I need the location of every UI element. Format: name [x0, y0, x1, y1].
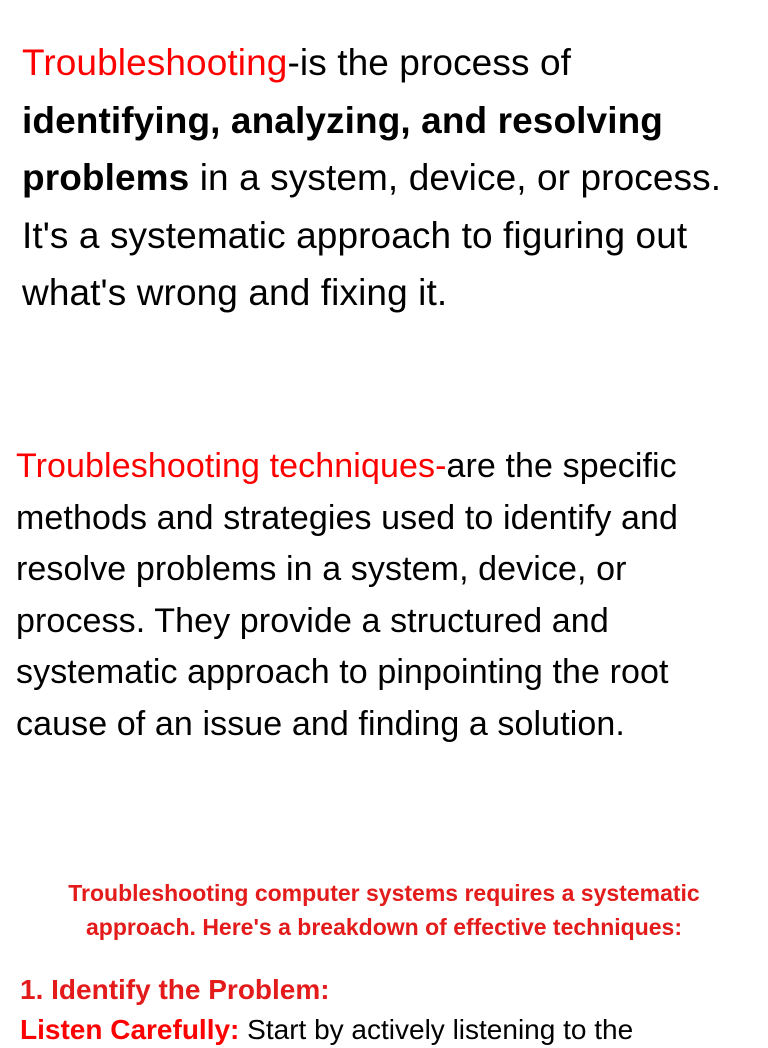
step-1-sub-item — [20, 1012, 768, 1048]
step-1-heading: 1. Identify the Problem: — [20, 974, 330, 1005]
definition-paragraph — [22, 34, 752, 322]
step-1-sub-text: Start by actively listening to the — [239, 1014, 634, 1045]
step-1-sub-label: Listen Carefully: — [20, 1014, 240, 1045]
definition-text-a: -is the process of — [287, 42, 571, 83]
techniques-text: are the specific methods and strategies used to identify and resolve problems in a system, device, or process. They provide a structured and systematic approach to pinpointing the root cause of an issue and finding a solution. — [16, 447, 679, 743]
intro-line-1: Troubleshooting computer systems requires a systematic — [68, 880, 700, 906]
definition-bold-phrase: identifying, analyzing, and resolving problems — [22, 99, 664, 198]
definition-term: Troubleshooting — [22, 42, 288, 83]
definition-text-b: in a system, device, or process. It's a systematic approach to figuring out what's wrong and fixing it. — [22, 157, 722, 313]
techniques-paragraph — [16, 441, 761, 750]
intro-line-2: approach. Here's a breakdown of effective techniques: — [86, 914, 682, 940]
techniques-term: Troubleshooting techniques- — [16, 447, 447, 485]
intro-text — [0, 876, 768, 944]
